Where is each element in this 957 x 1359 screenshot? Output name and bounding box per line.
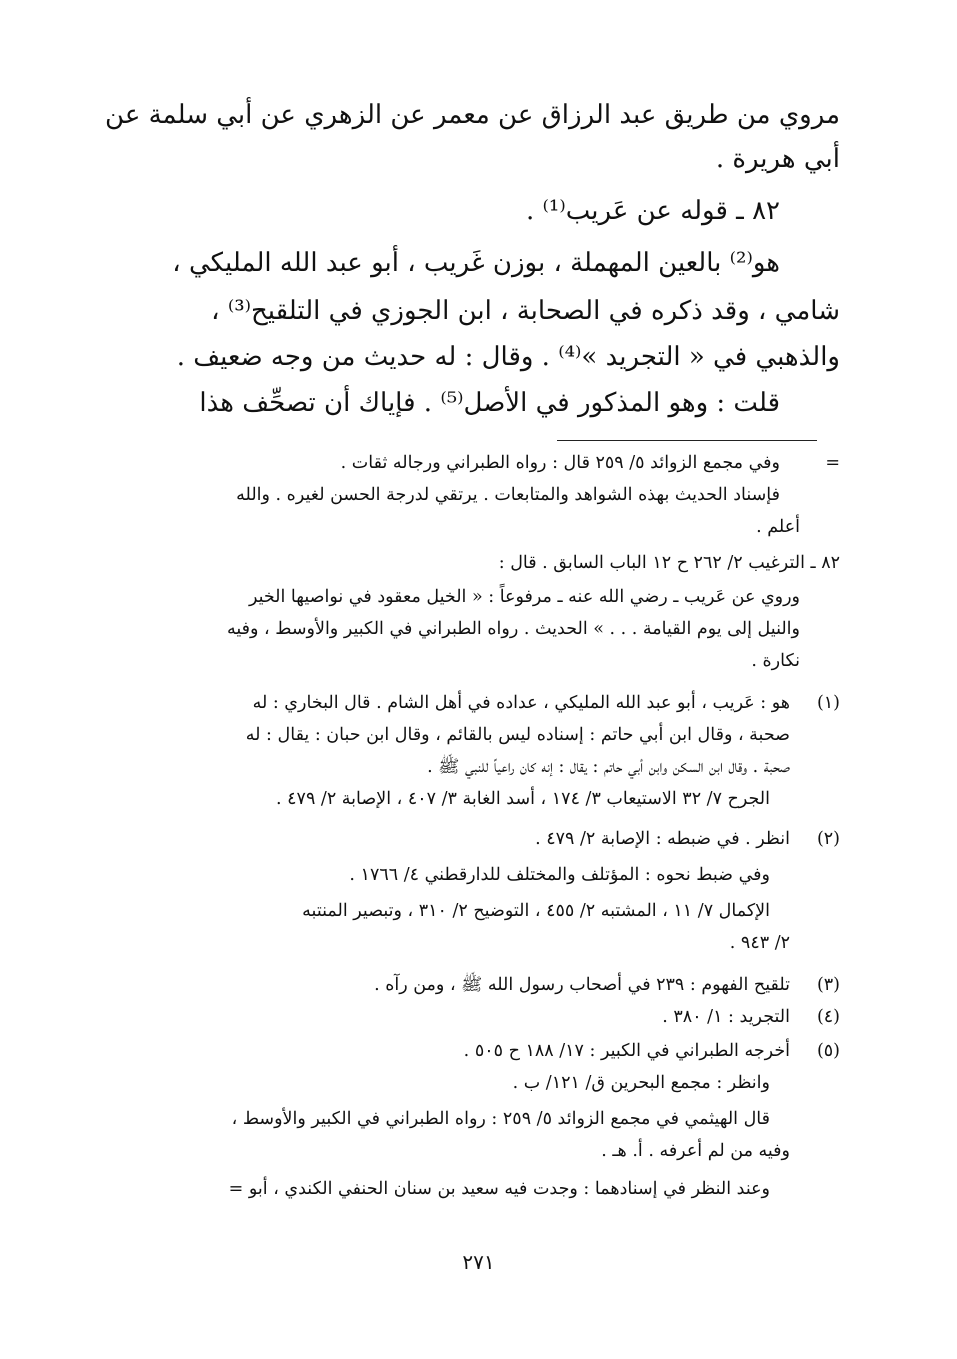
footnote-number: (٤) — [816, 1007, 840, 1027]
entry-heading: ٨٢ ـ قوله عن عَريب⁽¹⁾ . — [525, 196, 780, 226]
footnote-line: فإسناد الحديث بهذه الشواهد والمتابعات . يرتقي لدرجة الحسن لغيره . والله — [236, 485, 780, 505]
footnote-line: أعلم . — [756, 517, 800, 537]
footnote-line: نكارة . — [751, 651, 800, 671]
footnote-line: قال الهيثمي في مجمع الزوائد ٥/ ٢٥٩ : رواه الطبراني في الكبير والأوسط ، — [231, 1109, 770, 1129]
footnote-line: صحبة . وقال ابن السكن وابن أبي حاتم : يقال : إنه كان راعياً للنبي ﷺ . — [427, 757, 790, 777]
footnote-line: الإكمال ٧/ ١١ ، المشتبه ٢/ ٤٥٥ ، التوضيح ٢/ ٣١٠ ، وتبصير المنتبه — [302, 901, 770, 921]
footnote-line: هو : عَريب ، أبو عبد الله المليكي ، عداده في أهل الشام . قال البخاري : له — [252, 693, 790, 713]
footnote-82-title: ٨٢ ـ الترغيب ٢/ ٢٦٢ ح ١٢ الباب السابق . قال : — [498, 553, 840, 573]
footnote-line: وانظر : مجمع البحرين ق/ ١٢١/ ب . — [512, 1073, 770, 1093]
footnote-number: (٢) — [816, 829, 840, 849]
main-line: قلت : وهو المذكور في الأصل⁽⁵⁾ . فإياك أن تصحِّف هذا — [199, 388, 780, 418]
footnote-line: والنيل إلى يوم القيامة . . . » الحديث . رواه الطبراني في الكبير والأوسط ، وفيه — [226, 619, 800, 639]
footnote-line: تلقيح الفهوم : ٢٣٩ في أصحاب رسول الله ﷺ ، ومن رآه . — [374, 975, 790, 995]
footnote-line: الجرح ٧/ ٣٢ الاستيعاب ٣/ ١٧٤ ، أسد الغابة ٣/ ٤٠٧ ، الإصابة ٢/ ٤٧٩ . — [276, 789, 770, 809]
footnote-line: وعند النظر في إسنادهما : وجدت فيه سعيد بن سنان الحنفي الكندي ، أبو = — [228, 1179, 770, 1199]
main-line: هو⁽²⁾ بالعين المهملة ، بوزن غَريب ، أبو عبد الله المليكي ، — [172, 248, 780, 278]
page-number: ٢٧١ — [462, 1250, 495, 1274]
footnote-line: انظر . في ضبطه : الإصابة ٢/ ٤٧٩ . — [535, 829, 790, 849]
footnote-line: أخرجه الطبراني في الكبير : ١٧/ ١٨٨ ح ٥٠٥ . — [463, 1041, 790, 1061]
footnote-number: (٥) — [816, 1041, 840, 1061]
footnote-line: وفي ضبط نحوه : المؤتلف والمختلف للدارقطني ٤/ ١٧٦٦ . — [349, 865, 770, 885]
footnote-line: وروي عن عَريب ـ رضي الله عنه ـ مرفوعاً : « الخيل معقود في نواصيها الخير — [248, 587, 800, 607]
footnote-separator — [557, 440, 817, 441]
main-line: أبي هريرة . — [715, 144, 840, 174]
footnote-number: (١) — [816, 693, 840, 713]
continuation-marker: = — [825, 453, 840, 473]
footnote-line: التجريد : ١/ ٣٨٠ . — [662, 1007, 790, 1027]
footnote-number: (٣) — [816, 975, 840, 995]
main-line: والذهبي في « التجريد »⁽⁴⁾ . وقال : له حديث من وجه ضعيف . — [176, 342, 840, 372]
footnote-line: وفي مجمع الزوائد ٥/ ٢٥٩ قال : رواه الطبراني ورجاله ثقات . — [340, 453, 780, 473]
footnote-line: صحبة ، وقال ابن أبي حاتم : إسناده ليس بالقائم ، وقال ابن حبان : يقال : له — [245, 725, 790, 745]
main-line: شامي ، وقد ذكره في الصحابة ، ابن الجوزي في التلقيح⁽³⁾ ، — [211, 296, 840, 326]
footnote-line: وفيه من لم أعرفه . أ. هـ . — [601, 1141, 790, 1161]
main-line: مروي من طريق عبد الرزاق عن معمر عن الزهري عن أبي سلمة عن — [105, 100, 840, 130]
footnote-line: ٢/ ٩٤٣ . — [729, 933, 790, 953]
